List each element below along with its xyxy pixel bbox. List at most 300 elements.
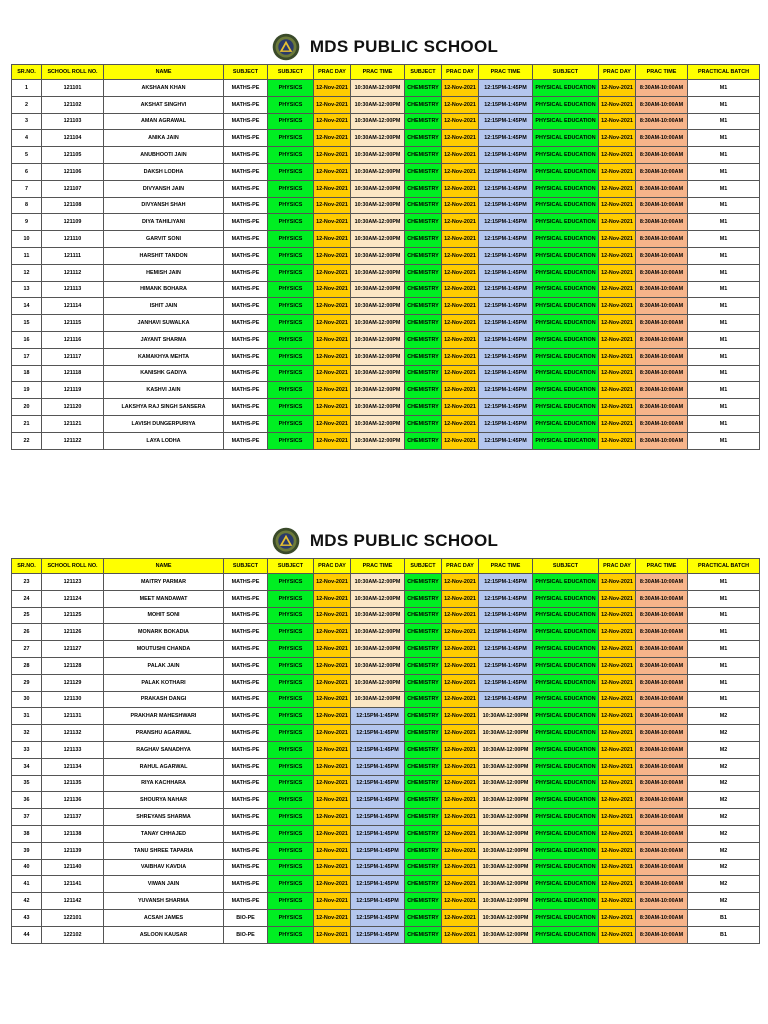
table-row xyxy=(12,893,760,910)
cell-subject: MATHS-PE xyxy=(224,281,268,298)
cell-subject: MATHS-PE xyxy=(224,590,268,607)
cell-physics-day: 12-Nov-2021 xyxy=(314,708,351,725)
cell-physics-subject: PHYSICS xyxy=(268,624,314,641)
cell-pe-time: 8:30AM-10:00AM xyxy=(636,382,688,399)
cell-batch: M1 xyxy=(688,231,760,248)
cell-chemistry-subject: CHEMISTRY xyxy=(405,909,442,926)
cell-roll-no: 121136 xyxy=(42,792,104,809)
cell-batch: M2 xyxy=(688,792,760,809)
cell-sr-no: 31 xyxy=(12,708,42,725)
cell-pe-time: 8:30AM-10:00AM xyxy=(636,725,688,742)
cell-name: SHREYANS SHARMA xyxy=(104,809,224,826)
cell-physics-subject: PHYSICS xyxy=(268,163,314,180)
cell-chemistry-time: 12:15PM-1:45PM xyxy=(479,331,533,348)
cell-pe-time: 8:30AM-10:00AM xyxy=(636,590,688,607)
cell-pe-day: 12-Nov-2021 xyxy=(599,708,636,725)
cell-chemistry-day: 12-Nov-2021 xyxy=(442,691,479,708)
cell-chemistry-day: 12-Nov-2021 xyxy=(442,247,479,264)
cell-physics-day: 12-Nov-2021 xyxy=(314,315,351,332)
cell-batch: B1 xyxy=(688,926,760,943)
cell-roll-no: 121103 xyxy=(42,113,104,130)
cell-sr-no: 30 xyxy=(12,691,42,708)
cell-physics-subject: PHYSICS xyxy=(268,893,314,910)
cell-roll-no: 121116 xyxy=(42,331,104,348)
cell-roll-no: 121102 xyxy=(42,96,104,113)
cell-roll-no: 121119 xyxy=(42,382,104,399)
cell-subject: MATHS-PE xyxy=(224,197,268,214)
cell-pe-subject: PHYSICAL EDUCATION xyxy=(533,809,599,826)
cell-subject: MATHS-PE xyxy=(224,147,268,164)
column-header-physics-subject: SUBJECT xyxy=(268,65,314,80)
cell-physics-time: 10:30AM-12:00PM xyxy=(351,348,405,365)
cell-chemistry-time: 10:30AM-12:00PM xyxy=(479,792,533,809)
cell-pe-time: 8:30AM-10:00AM xyxy=(636,741,688,758)
cell-physics-time: 10:30AM-12:00PM xyxy=(351,315,405,332)
cell-name: YUVANSH SHARMA xyxy=(104,893,224,910)
cell-physics-day: 12-Nov-2021 xyxy=(314,113,351,130)
cell-physics-subject: PHYSICS xyxy=(268,214,314,231)
cell-pe-subject: PHYSICAL EDUCATION xyxy=(533,399,599,416)
column-header-batch: PRACTICAL BATCH xyxy=(688,559,760,574)
cell-physics-subject: PHYSICS xyxy=(268,80,314,97)
cell-subject: MATHS-PE xyxy=(224,607,268,624)
cell-roll-no: 121127 xyxy=(42,641,104,658)
table-row xyxy=(12,909,760,926)
cell-pe-day: 12-Nov-2021 xyxy=(599,859,636,876)
cell-subject: MATHS-PE xyxy=(224,113,268,130)
cell-sr-no: 19 xyxy=(12,382,42,399)
cell-chemistry-time: 12:15PM-1:45PM xyxy=(479,432,533,449)
cell-name: KAMAKHYA MEHTA xyxy=(104,348,224,365)
cell-physics-day: 12-Nov-2021 xyxy=(314,365,351,382)
cell-name: ISHIT JAIN xyxy=(104,298,224,315)
cell-pe-day: 12-Nov-2021 xyxy=(599,315,636,332)
cell-batch: M1 xyxy=(688,331,760,348)
cell-pe-day: 12-Nov-2021 xyxy=(599,113,636,130)
cell-chemistry-day: 12-Nov-2021 xyxy=(442,96,479,113)
cell-pe-time: 8:30AM-10:00AM xyxy=(636,607,688,624)
table-row xyxy=(12,80,760,97)
cell-pe-day: 12-Nov-2021 xyxy=(599,574,636,591)
cell-sr-no: 15 xyxy=(12,315,42,332)
cell-subject: MATHS-PE xyxy=(224,264,268,281)
cell-chemistry-day: 12-Nov-2021 xyxy=(442,180,479,197)
cell-subject: MATHS-PE xyxy=(224,792,268,809)
cell-chemistry-time: 12:15PM-1:45PM xyxy=(479,130,533,147)
cell-subject: MATHS-PE xyxy=(224,432,268,449)
cell-batch: M2 xyxy=(688,758,760,775)
cell-physics-subject: PHYSICS xyxy=(268,315,314,332)
cell-physics-subject: PHYSICS xyxy=(268,842,314,859)
cell-physics-time: 12:15PM-1:45PM xyxy=(351,809,405,826)
cell-pe-subject: PHYSICAL EDUCATION xyxy=(533,180,599,197)
cell-batch: M1 xyxy=(688,624,760,641)
cell-pe-subject: PHYSICAL EDUCATION xyxy=(533,163,599,180)
cell-subject: MATHS-PE xyxy=(224,96,268,113)
cell-subject: MATHS-PE xyxy=(224,809,268,826)
column-header-roll-no: SCHOOL ROLL NO. xyxy=(42,559,104,574)
cell-chemistry-day: 12-Nov-2021 xyxy=(442,331,479,348)
cell-chemistry-time: 10:30AM-12:00PM xyxy=(479,893,533,910)
cell-chemistry-day: 12-Nov-2021 xyxy=(442,281,479,298)
cell-chemistry-subject: CHEMISTRY xyxy=(405,348,442,365)
cell-pe-time: 8:30AM-10:00AM xyxy=(636,147,688,164)
cell-subject: MATHS-PE xyxy=(224,657,268,674)
cell-chemistry-day: 12-Nov-2021 xyxy=(442,432,479,449)
cell-roll-no: 121115 xyxy=(42,315,104,332)
cell-batch: M1 xyxy=(688,432,760,449)
cell-chemistry-subject: CHEMISTRY xyxy=(405,574,442,591)
cell-subject: MATHS-PE xyxy=(224,415,268,432)
cell-chemistry-time: 12:15PM-1:45PM xyxy=(479,590,533,607)
table-row xyxy=(12,197,760,214)
table-row xyxy=(12,674,760,691)
cell-chemistry-day: 12-Nov-2021 xyxy=(442,775,479,792)
cell-name: AKSHAAN KHAN xyxy=(104,80,224,97)
cell-chemistry-subject: CHEMISTRY xyxy=(405,691,442,708)
table-row xyxy=(12,113,760,130)
cell-batch: M1 xyxy=(688,607,760,624)
cell-chemistry-day: 12-Nov-2021 xyxy=(442,298,479,315)
cell-sr-no: 22 xyxy=(12,432,42,449)
cell-physics-day: 12-Nov-2021 xyxy=(314,264,351,281)
cell-chemistry-time: 10:30AM-12:00PM xyxy=(479,758,533,775)
cell-chemistry-time: 12:15PM-1:45PM xyxy=(479,113,533,130)
cell-batch: M2 xyxy=(688,825,760,842)
cell-pe-subject: PHYSICAL EDUCATION xyxy=(533,315,599,332)
cell-batch: M1 xyxy=(688,130,760,147)
cell-sr-no: 14 xyxy=(12,298,42,315)
cell-name: ANIKA JAIN xyxy=(104,130,224,147)
cell-chemistry-time: 12:15PM-1:45PM xyxy=(479,365,533,382)
cell-chemistry-time: 12:15PM-1:45PM xyxy=(479,298,533,315)
cell-physics-time: 10:30AM-12:00PM xyxy=(351,590,405,607)
cell-pe-subject: PHYSICAL EDUCATION xyxy=(533,741,599,758)
cell-chemistry-subject: CHEMISTRY xyxy=(405,775,442,792)
cell-name: HARSHIT TANDON xyxy=(104,247,224,264)
cell-sr-no: 42 xyxy=(12,893,42,910)
cell-chemistry-time: 12:15PM-1:45PM xyxy=(479,674,533,691)
cell-chemistry-subject: CHEMISTRY xyxy=(405,859,442,876)
cell-chemistry-time: 10:30AM-12:00PM xyxy=(479,725,533,742)
cell-batch: M1 xyxy=(688,590,760,607)
cell-roll-no: 121108 xyxy=(42,197,104,214)
table-row xyxy=(12,130,760,147)
table-row xyxy=(12,607,760,624)
column-header-physics-time: PRAC TIME xyxy=(351,559,405,574)
cell-pe-day: 12-Nov-2021 xyxy=(599,909,636,926)
cell-chemistry-time: 12:15PM-1:45PM xyxy=(479,607,533,624)
column-header-pe-subject: SUBJECT xyxy=(533,559,599,574)
cell-pe-time: 8:30AM-10:00AM xyxy=(636,415,688,432)
cell-sr-no: 37 xyxy=(12,809,42,826)
cell-chemistry-day: 12-Nov-2021 xyxy=(442,574,479,591)
cell-chemistry-subject: CHEMISTRY xyxy=(405,624,442,641)
cell-batch: M1 xyxy=(688,691,760,708)
table-row xyxy=(12,163,760,180)
cell-chemistry-subject: CHEMISTRY xyxy=(405,758,442,775)
cell-pe-day: 12-Nov-2021 xyxy=(599,432,636,449)
cell-physics-subject: PHYSICS xyxy=(268,641,314,658)
cell-pe-day: 12-Nov-2021 xyxy=(599,725,636,742)
cell-pe-day: 12-Nov-2021 xyxy=(599,96,636,113)
table-row xyxy=(12,231,760,248)
cell-physics-subject: PHYSICS xyxy=(268,415,314,432)
cell-pe-day: 12-Nov-2021 xyxy=(599,365,636,382)
cell-physics-time: 10:30AM-12:00PM xyxy=(351,113,405,130)
cell-physics-subject: PHYSICS xyxy=(268,180,314,197)
cell-physics-day: 12-Nov-2021 xyxy=(314,725,351,742)
cell-chemistry-subject: CHEMISTRY xyxy=(405,130,442,147)
cell-sr-no: 38 xyxy=(12,825,42,842)
cell-subject: MATHS-PE xyxy=(224,331,268,348)
cell-batch: M1 xyxy=(688,674,760,691)
cell-physics-time: 10:30AM-12:00PM xyxy=(351,641,405,658)
cell-sr-no: 20 xyxy=(12,399,42,416)
cell-physics-day: 12-Nov-2021 xyxy=(314,674,351,691)
cell-physics-time: 12:15PM-1:45PM xyxy=(351,758,405,775)
cell-chemistry-subject: CHEMISTRY xyxy=(405,281,442,298)
cell-pe-time: 8:30AM-10:00AM xyxy=(636,80,688,97)
cell-physics-subject: PHYSICS xyxy=(268,264,314,281)
table-row xyxy=(12,842,760,859)
cell-pe-day: 12-Nov-2021 xyxy=(599,331,636,348)
cell-sr-no: 40 xyxy=(12,859,42,876)
cell-physics-day: 12-Nov-2021 xyxy=(314,909,351,926)
cell-chemistry-subject: CHEMISTRY xyxy=(405,590,442,607)
cell-chemistry-day: 12-Nov-2021 xyxy=(442,590,479,607)
cell-batch: M1 xyxy=(688,197,760,214)
cell-chemistry-day: 12-Nov-2021 xyxy=(442,80,479,97)
cell-chemistry-day: 12-Nov-2021 xyxy=(442,859,479,876)
cell-chemistry-time: 10:30AM-12:00PM xyxy=(479,741,533,758)
cell-batch: M1 xyxy=(688,281,760,298)
cell-roll-no: 121140 xyxy=(42,859,104,876)
cell-sr-no: 43 xyxy=(12,909,42,926)
cell-pe-subject: PHYSICAL EDUCATION xyxy=(533,825,599,842)
cell-physics-day: 12-Nov-2021 xyxy=(314,348,351,365)
cell-pe-time: 8:30AM-10:00AM xyxy=(636,331,688,348)
cell-subject: MATHS-PE xyxy=(224,624,268,641)
cell-name: LAVISH DUNGERPURIYA xyxy=(104,415,224,432)
cell-batch: M2 xyxy=(688,893,760,910)
column-header-batch: PRACTICAL BATCH xyxy=(688,65,760,80)
cell-chemistry-subject: CHEMISTRY xyxy=(405,214,442,231)
cell-chemistry-day: 12-Nov-2021 xyxy=(442,657,479,674)
cell-sr-no: 23 xyxy=(12,574,42,591)
cell-pe-subject: PHYSICAL EDUCATION xyxy=(533,113,599,130)
cell-sr-no: 9 xyxy=(12,214,42,231)
cell-physics-time: 12:15PM-1:45PM xyxy=(351,842,405,859)
cell-physics-time: 12:15PM-1:45PM xyxy=(351,825,405,842)
cell-physics-subject: PHYSICS xyxy=(268,331,314,348)
cell-pe-day: 12-Nov-2021 xyxy=(599,298,636,315)
cell-chemistry-day: 12-Nov-2021 xyxy=(442,926,479,943)
cell-chemistry-subject: CHEMISTRY xyxy=(405,926,442,943)
column-header-chemistry-day: PRAC DAY xyxy=(442,65,479,80)
cell-physics-day: 12-Nov-2021 xyxy=(314,298,351,315)
cell-name: JAYANT SHARMA xyxy=(104,331,224,348)
table-row xyxy=(12,264,760,281)
practical-schedule-table xyxy=(11,64,760,450)
cell-name: PALAK KOTHARI xyxy=(104,674,224,691)
cell-pe-day: 12-Nov-2021 xyxy=(599,382,636,399)
cell-pe-time: 8:30AM-10:00AM xyxy=(636,876,688,893)
cell-physics-subject: PHYSICS xyxy=(268,876,314,893)
cell-physics-time: 10:30AM-12:00PM xyxy=(351,130,405,147)
cell-subject: MATHS-PE xyxy=(224,231,268,248)
cell-pe-time: 8:30AM-10:00AM xyxy=(636,641,688,658)
cell-pe-time: 8:30AM-10:00AM xyxy=(636,758,688,775)
cell-physics-day: 12-Nov-2021 xyxy=(314,792,351,809)
cell-chemistry-subject: CHEMISTRY xyxy=(405,809,442,826)
cell-batch: M1 xyxy=(688,641,760,658)
cell-name: DAKSH LODHA xyxy=(104,163,224,180)
cell-subject: BIO-PE xyxy=(224,909,268,926)
cell-name: VIWAN JAIN xyxy=(104,876,224,893)
cell-subject: MATHS-PE xyxy=(224,163,268,180)
table-row xyxy=(12,657,760,674)
cell-sr-no: 26 xyxy=(12,624,42,641)
table-row xyxy=(12,809,760,826)
cell-physics-subject: PHYSICS xyxy=(268,96,314,113)
cell-physics-time: 10:30AM-12:00PM xyxy=(351,674,405,691)
cell-roll-no: 121142 xyxy=(42,893,104,910)
cell-pe-time: 8:30AM-10:00AM xyxy=(636,264,688,281)
cell-pe-subject: PHYSICAL EDUCATION xyxy=(533,247,599,264)
table-row xyxy=(12,574,760,591)
cell-pe-day: 12-Nov-2021 xyxy=(599,809,636,826)
cell-pe-day: 12-Nov-2021 xyxy=(599,792,636,809)
cell-sr-no: 28 xyxy=(12,657,42,674)
cell-sr-no: 8 xyxy=(12,197,42,214)
cell-roll-no: 121120 xyxy=(42,399,104,416)
cell-physics-subject: PHYSICS xyxy=(268,281,314,298)
cell-physics-subject: PHYSICS xyxy=(268,590,314,607)
cell-batch: M1 xyxy=(688,180,760,197)
cell-physics-day: 12-Nov-2021 xyxy=(314,197,351,214)
cell-sr-no: 27 xyxy=(12,641,42,658)
cell-physics-time: 10:30AM-12:00PM xyxy=(351,432,405,449)
cell-pe-day: 12-Nov-2021 xyxy=(599,247,636,264)
cell-name: KASHVI JAIN xyxy=(104,382,224,399)
cell-physics-day: 12-Nov-2021 xyxy=(314,432,351,449)
cell-chemistry-subject: CHEMISTRY xyxy=(405,432,442,449)
cell-pe-time: 8:30AM-10:00AM xyxy=(636,130,688,147)
cell-physics-time: 12:15PM-1:45PM xyxy=(351,775,405,792)
cell-physics-day: 12-Nov-2021 xyxy=(314,281,351,298)
cell-subject: MATHS-PE xyxy=(224,641,268,658)
table-row xyxy=(12,725,760,742)
cell-pe-time: 8:30AM-10:00AM xyxy=(636,825,688,842)
cell-roll-no: 121133 xyxy=(42,741,104,758)
cell-physics-time: 12:15PM-1:45PM xyxy=(351,725,405,742)
cell-chemistry-subject: CHEMISTRY xyxy=(405,163,442,180)
cell-pe-day: 12-Nov-2021 xyxy=(599,281,636,298)
cell-pe-time: 8:30AM-10:00AM xyxy=(636,657,688,674)
cell-pe-time: 8:30AM-10:00AM xyxy=(636,775,688,792)
school-crest-logo xyxy=(272,527,300,555)
cell-batch: M2 xyxy=(688,809,760,826)
cell-physics-subject: PHYSICS xyxy=(268,741,314,758)
cell-pe-subject: PHYSICAL EDUCATION xyxy=(533,624,599,641)
cell-chemistry-subject: CHEMISTRY xyxy=(405,792,442,809)
cell-physics-day: 12-Nov-2021 xyxy=(314,758,351,775)
cell-physics-subject: PHYSICS xyxy=(268,607,314,624)
cell-pe-day: 12-Nov-2021 xyxy=(599,348,636,365)
cell-sr-no: 44 xyxy=(12,926,42,943)
cell-pe-day: 12-Nov-2021 xyxy=(599,231,636,248)
cell-physics-day: 12-Nov-2021 xyxy=(314,893,351,910)
cell-batch: M1 xyxy=(688,315,760,332)
cell-batch: M1 xyxy=(688,264,760,281)
cell-subject: MATHS-PE xyxy=(224,247,268,264)
cell-roll-no: 122101 xyxy=(42,909,104,926)
cell-physics-time: 10:30AM-12:00PM xyxy=(351,574,405,591)
cell-name: LAYA LODHA xyxy=(104,432,224,449)
cell-pe-day: 12-Nov-2021 xyxy=(599,264,636,281)
cell-pe-day: 12-Nov-2021 xyxy=(599,758,636,775)
table-row xyxy=(12,741,760,758)
table-header-row xyxy=(12,559,760,574)
cell-physics-time: 10:30AM-12:00PM xyxy=(351,624,405,641)
cell-batch: M1 xyxy=(688,574,760,591)
cell-physics-day: 12-Nov-2021 xyxy=(314,809,351,826)
cell-sr-no: 6 xyxy=(12,163,42,180)
cell-chemistry-day: 12-Nov-2021 xyxy=(442,197,479,214)
cell-name: MOHIT SONI xyxy=(104,607,224,624)
cell-pe-day: 12-Nov-2021 xyxy=(599,214,636,231)
cell-pe-time: 8:30AM-10:00AM xyxy=(636,674,688,691)
cell-chemistry-subject: CHEMISTRY xyxy=(405,725,442,742)
cell-physics-subject: PHYSICS xyxy=(268,298,314,315)
cell-chemistry-subject: CHEMISTRY xyxy=(405,399,442,416)
cell-batch: M1 xyxy=(688,214,760,231)
table-row xyxy=(12,96,760,113)
cell-pe-day: 12-Nov-2021 xyxy=(599,657,636,674)
cell-roll-no: 121122 xyxy=(42,432,104,449)
cell-roll-no: 121125 xyxy=(42,607,104,624)
cell-pe-time: 8:30AM-10:00AM xyxy=(636,893,688,910)
column-header-physics-time: PRAC TIME xyxy=(351,65,405,80)
cell-physics-day: 12-Nov-2021 xyxy=(314,574,351,591)
table-row xyxy=(12,214,760,231)
cell-physics-day: 12-Nov-2021 xyxy=(314,382,351,399)
cell-chemistry-time: 12:15PM-1:45PM xyxy=(479,624,533,641)
cell-name: TANU SHREE TAPARIA xyxy=(104,842,224,859)
cell-physics-day: 12-Nov-2021 xyxy=(314,775,351,792)
cell-physics-day: 12-Nov-2021 xyxy=(314,96,351,113)
cell-chemistry-subject: CHEMISTRY xyxy=(405,264,442,281)
column-header-chemistry-subject: SUBJECT xyxy=(405,65,442,80)
cell-physics-day: 12-Nov-2021 xyxy=(314,247,351,264)
cell-sr-no: 16 xyxy=(12,331,42,348)
cell-physics-day: 12-Nov-2021 xyxy=(314,926,351,943)
cell-pe-subject: PHYSICAL EDUCATION xyxy=(533,298,599,315)
cell-physics-time: 10:30AM-12:00PM xyxy=(351,197,405,214)
cell-physics-time: 12:15PM-1:45PM xyxy=(351,893,405,910)
cell-pe-time: 8:30AM-10:00AM xyxy=(636,792,688,809)
cell-name: DIVYANSH SHAH xyxy=(104,197,224,214)
cell-physics-day: 12-Nov-2021 xyxy=(314,691,351,708)
cell-pe-subject: PHYSICAL EDUCATION xyxy=(533,415,599,432)
column-header-sr-no: SR.NO. xyxy=(12,559,42,574)
cell-physics-subject: PHYSICS xyxy=(268,247,314,264)
cell-physics-subject: PHYSICS xyxy=(268,926,314,943)
cell-batch: M2 xyxy=(688,876,760,893)
cell-roll-no: 121128 xyxy=(42,657,104,674)
cell-chemistry-time: 12:15PM-1:45PM xyxy=(479,348,533,365)
